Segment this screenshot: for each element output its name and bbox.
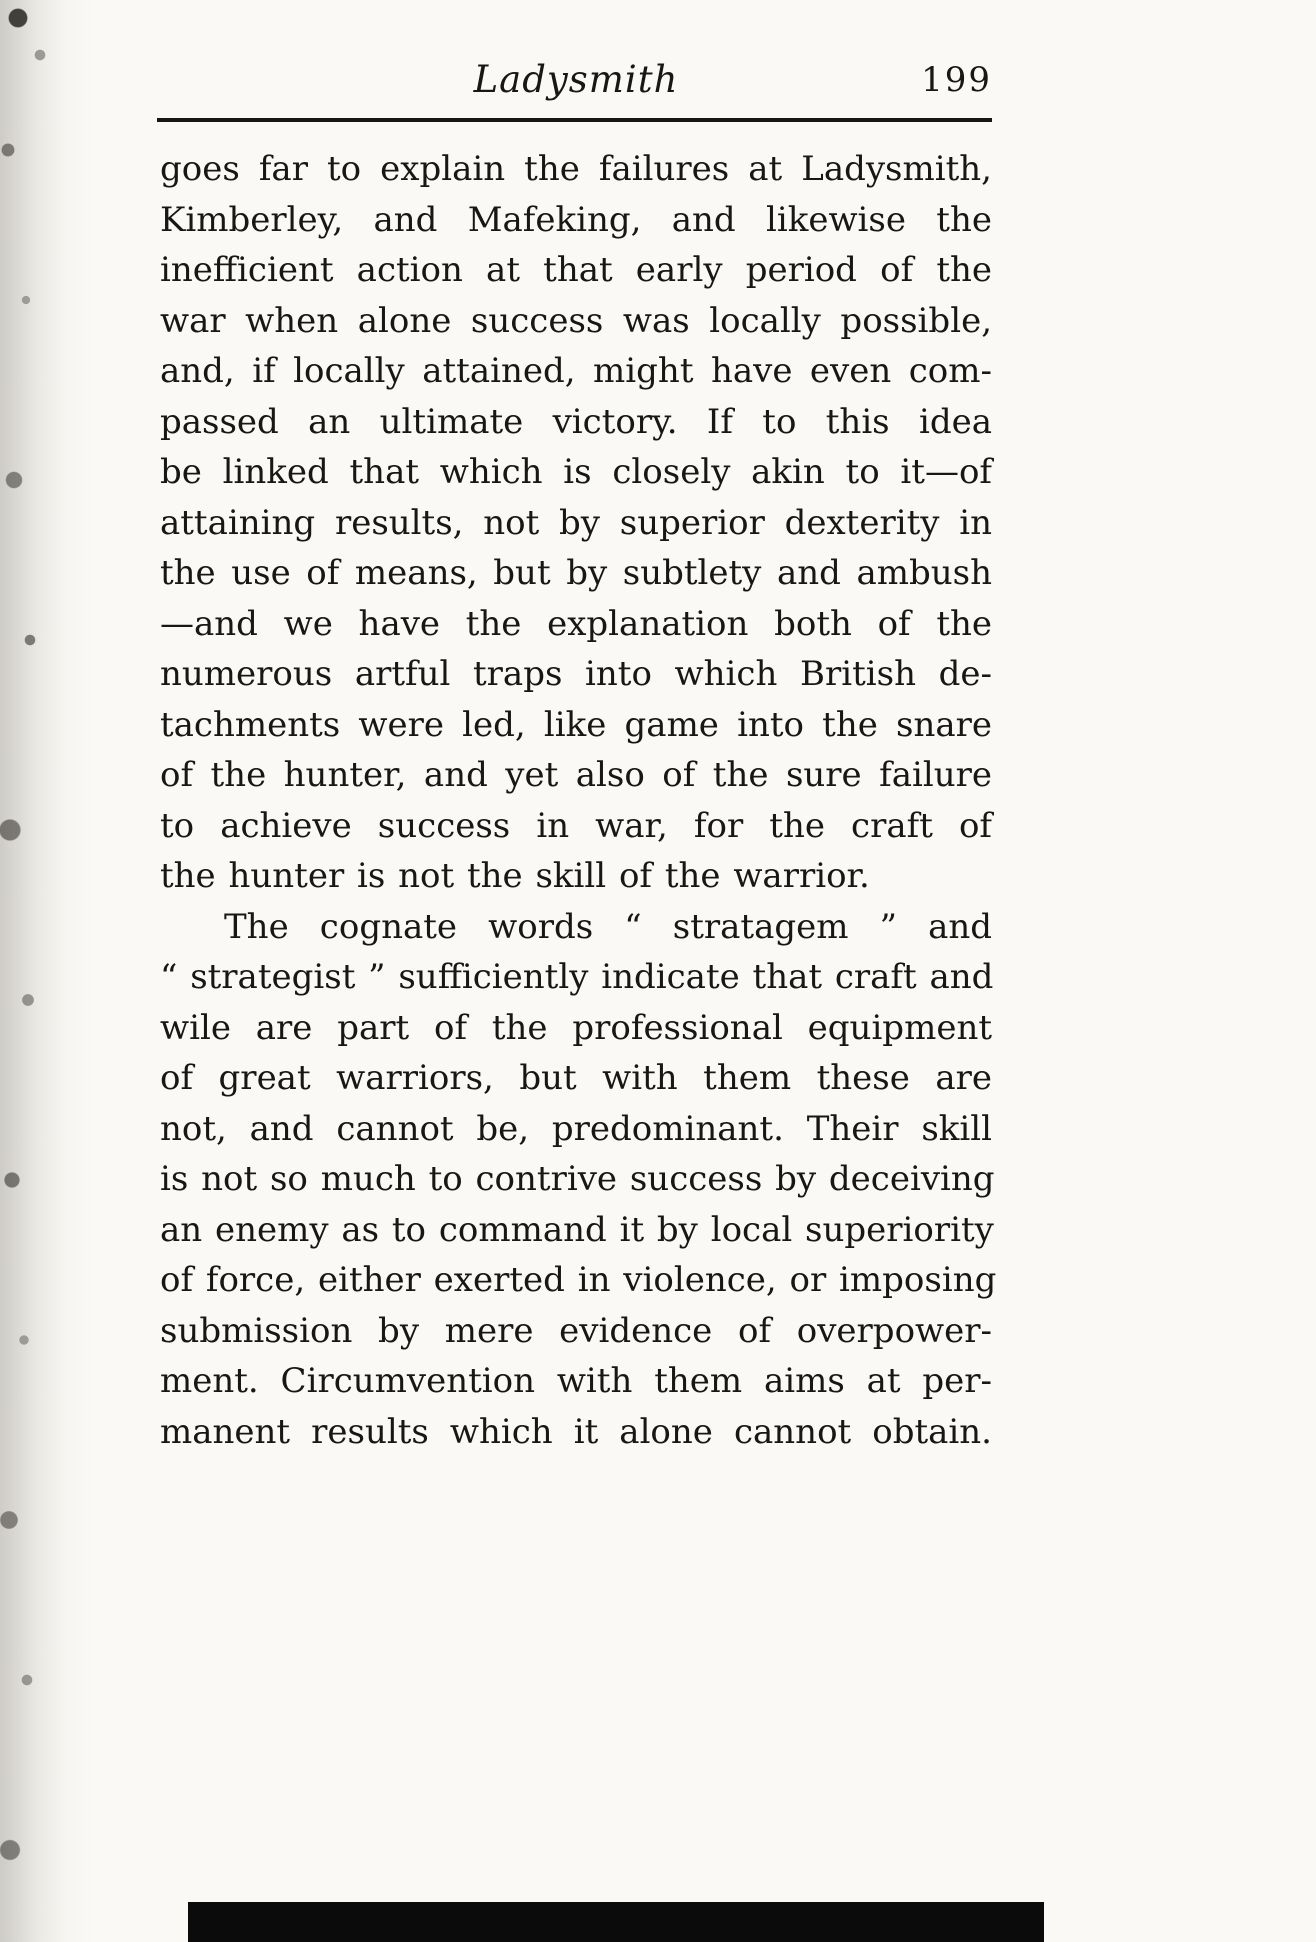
body-line: goes far to explain the failures at Ladysmith,	[160, 149, 992, 189]
body-line: of great warriors, but with them these are	[160, 1058, 992, 1098]
body-line: ment. Circumvention with them aims at per-	[160, 1361, 992, 1401]
body-line: attaining results, not by superior dexterity in	[160, 502, 992, 543]
page-number: 199	[921, 60, 992, 100]
body-line: submission by mere evidence of overpower-	[160, 1310, 992, 1351]
scan-left-edge-noise	[0, 0, 95, 1942]
body-line: the hunter is not the skill of the warrior.	[160, 856, 870, 896]
body-line: of the hunter, and yet also of the sure failure	[160, 755, 992, 795]
body-line: wile are part of the professional equipment	[160, 1007, 992, 1048]
body-line: inefficient action at that early period of the	[160, 250, 992, 290]
body-line: and, if locally attained, might have even com-	[160, 351, 992, 391]
body-line-paragraph-start: The cognate words “ stratagem ” and	[224, 906, 992, 947]
body-line: tachments were led, like game into the snare	[160, 704, 992, 745]
body-line: manent results which it alone cannot obtain.	[160, 1411, 992, 1452]
body-line: be linked that which is closely akin to it—of	[160, 452, 992, 492]
body-line: is not so much to contrive success by deceiving	[160, 1159, 995, 1199]
body-line: to achieve success in war, for the craft of	[160, 805, 992, 846]
body-line: passed an ultimate victory. If to this idea	[160, 401, 992, 442]
body-line: numerous artful traps into which British de-	[160, 654, 992, 694]
body-line: Kimberley, and Mafeking, and likewise the	[160, 199, 992, 240]
body-line: not, and cannot be, predominant. Their skill	[160, 1108, 992, 1149]
scan-bottom-black-bar	[188, 1902, 1044, 1942]
body-text	[160, 144, 997, 1457]
body-line: “ strategist ” sufficiently indicate that craft and	[160, 957, 994, 997]
header-rule	[157, 118, 992, 122]
running-header	[160, 58, 992, 106]
body-line: —and we have the explanation both of the	[160, 603, 992, 644]
body-line: war when alone success was locally possible,	[160, 300, 992, 341]
body-line: an enemy as to command it by local superiority	[160, 1209, 994, 1250]
running-header-title: Ladysmith	[473, 58, 679, 101]
body-line: of force, either exerted in violence, or imposing	[160, 1260, 997, 1300]
body-line: the use of means, but by subtlety and ambush	[160, 553, 992, 593]
